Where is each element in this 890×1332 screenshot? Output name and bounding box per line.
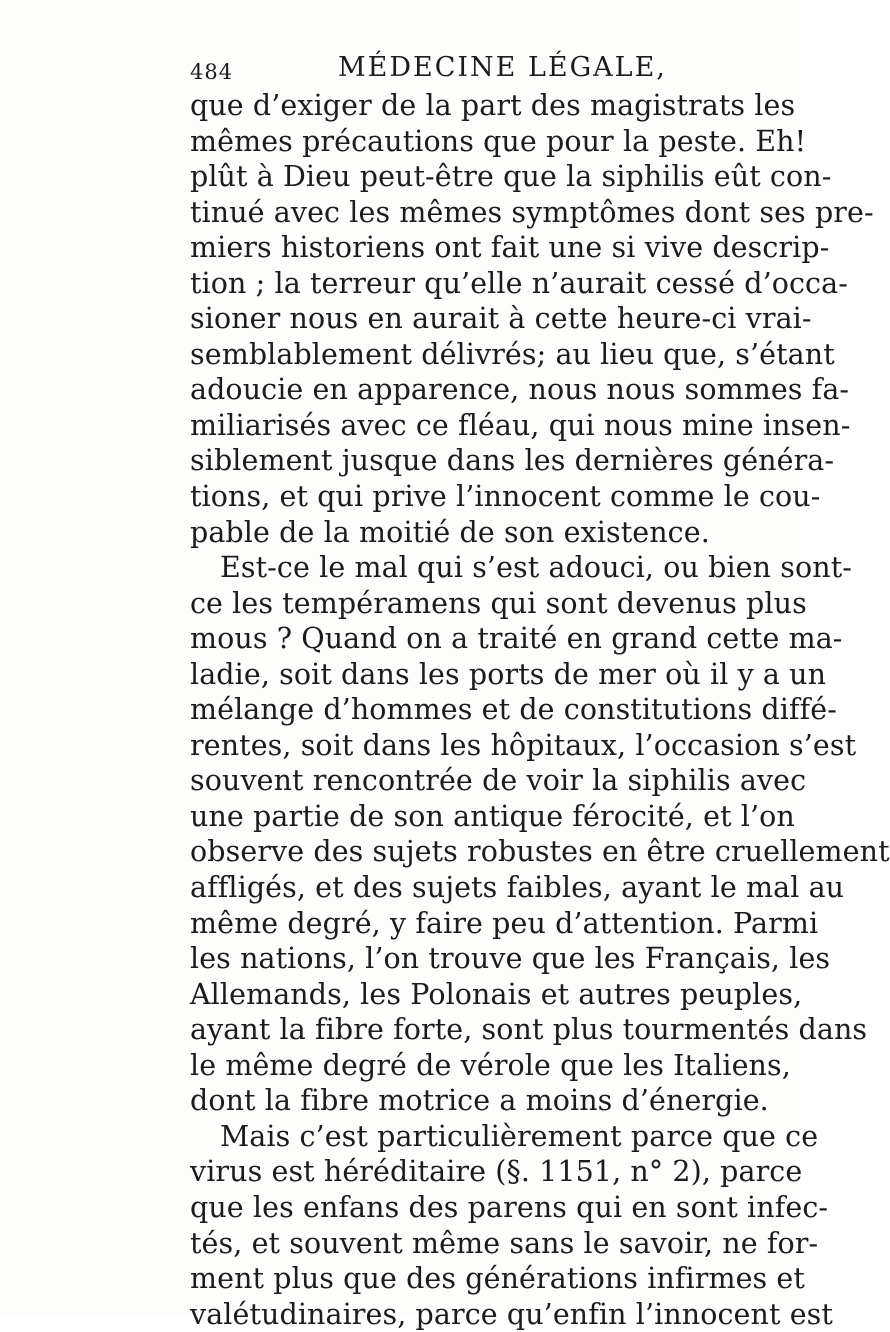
text-line: mêmes précautions que pour la peste. Eh! <box>190 124 807 158</box>
paragraph-end-line: pable de la moitié de son existence. <box>190 515 710 549</box>
text-line: que les enfans des parens qui en sont infec- <box>190 1190 829 1224</box>
text-line: plût à Dieu peut-être que la siphilis eût con- <box>190 160 832 194</box>
text-line: miers historiens ont fait une si vive descrip- <box>190 231 830 265</box>
text-line: observe des sujets robustes en être cruellement <box>190 835 890 869</box>
text-line: rentes, soit dans les hôpitaux, l’occasion s’est <box>190 728 857 762</box>
text-line: que d’exiger de la part des magistrats les <box>190 89 796 122</box>
text-line: les nations, l’on trouve que les Français, les <box>190 942 831 976</box>
text-line: une partie de son antique férocité, et l’on <box>190 799 795 833</box>
paragraph-start-line: Mais c’est particulièrement parce que ce <box>220 1119 819 1153</box>
text-line: même degré, y faire peu d’attention. Parmi <box>190 906 819 940</box>
text-line: adoucie en apparence, nous nous sommes fa- <box>190 373 850 407</box>
text-line: miliarisés avec ce fléau, qui nous mine insen- <box>190 408 851 442</box>
paragraph-start-line: Est-ce le mal qui s’est adouci, ou bien sont- <box>220 551 852 585</box>
text-line: ayant la fibre forte, sont plus tourmentés dans <box>190 1013 868 1047</box>
text-line: ment plus que des générations infirmes et <box>190 1262 805 1296</box>
text-line: tion ; la terreur qu’elle n’aurait cessé d’occa- <box>190 266 848 300</box>
text-line: Allemands, les Polonais et autres peuples, <box>190 977 803 1011</box>
text-line: souvent rencontrée de voir la siphilis avec <box>190 764 807 798</box>
running-title: MÉDECINE LÉGALE, <box>338 52 667 83</box>
text-line: ce les tempéramens qui sont devenus plus <box>190 586 807 620</box>
page-number: 484 <box>190 60 234 84</box>
text-line: siblement jusque dans les dernières généra- <box>190 444 835 478</box>
text-line: affligés, et des sujets faibles, ayant le mal au <box>190 871 845 905</box>
text-line: tés, et souvent même sans le savoir, ne for- <box>190 1226 819 1260</box>
text-line: tinué avec les mêmes symptômes dont ses pre- <box>190 195 874 229</box>
body-text <box>190 88 890 1332</box>
text-line: le même degré de vérole que les Italiens, <box>190 1048 791 1082</box>
text-line: ladie, soit dans les ports de mer où il y a un <box>190 657 827 691</box>
text-line: semblablement délivrés; au lieu que, s’étant <box>190 337 835 371</box>
text-line: valétudinaires, parce qu’enfin l’innocent est <box>190 1297 833 1331</box>
text-line: sioner nous en aurait à cette heure-ci vrai- <box>190 302 812 336</box>
text-line: tions, et qui prive l’innocent comme le cou- <box>190 480 821 514</box>
text-line: mous ? Quand on a traité en grand cette ma- <box>190 622 843 656</box>
text-line: virus est héréditaire (§. 1151, n° 2), parce <box>190 1155 803 1189</box>
text-line: mélange d’hommes et de constitutions diffé- <box>190 693 837 727</box>
running-head <box>190 52 765 92</box>
paragraph-end-line: dont la fibre motrice a moins d’énergie. <box>190 1084 769 1118</box>
